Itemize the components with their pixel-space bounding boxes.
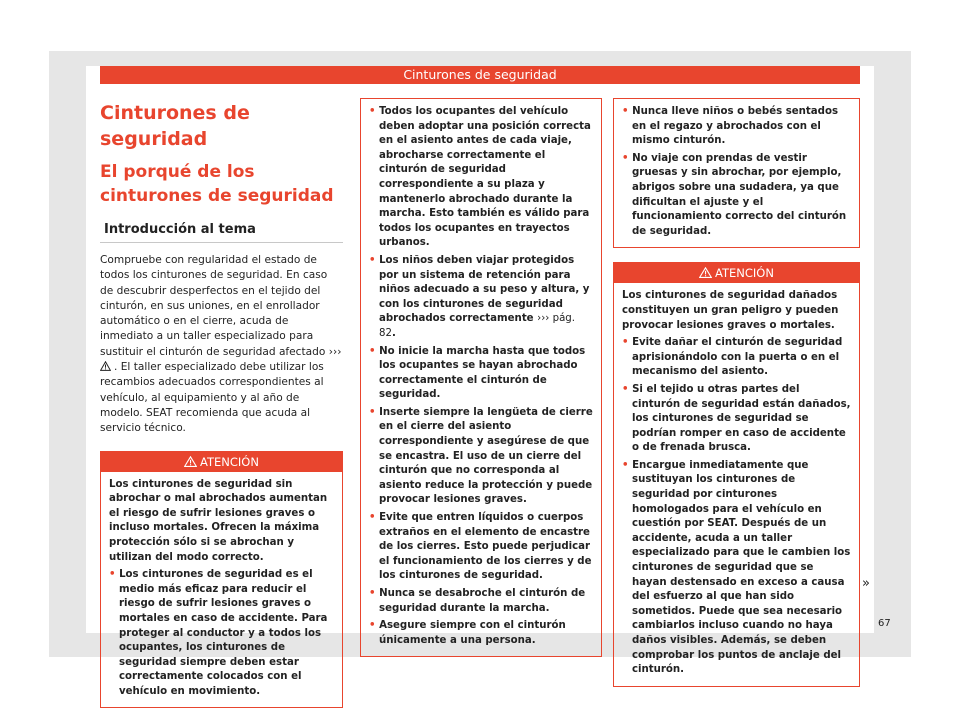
bullet-icon: • [622, 459, 633, 471]
list-item: • No inicie la marcha hasta que todos los ocupantes se hayan abrochado correctamente el cinturón de seguridad. [369, 345, 586, 401]
warning-text: Los cinturones de seguridad sin abrochar o mal abrochados aumentan el riesgo de sufrir lesiones graves o incluso mortales. Ofrecen la máxima protección sólo si se abrochan y utilizan del modo correcto. [109, 478, 328, 563]
warning-header [101, 452, 342, 472]
bullet-icon: • [369, 345, 380, 357]
column-1 [100, 98, 343, 708]
bullet-icon: • [369, 620, 380, 632]
list-item: • Todos los ocupantes del vehículo deben adoptar una posición correcta en el asiento antes de cada viaje, abrocharse correctamente el cinturón de seguridad correspondiente a su plaza y mantenerlo abrochado durante la marcha. Esto también es válido para todos los ocupantes en trayectos urbanos. [369, 106, 591, 249]
list-item: • Los cinturones de seguridad es el medio más eficaz para reducir el riesgo de sufrir lesiones graves o mortales en caso de accidente. Para proteger al conductor y a todos los ocupantes, los cinturones de seguridad siempre deben estar correctamente colocados con el vehículo en movimiento. [109, 569, 328, 697]
running-header: Cinturones de seguridad [100, 66, 860, 84]
bullet-icon: • [369, 588, 380, 599]
continue-marker: » [862, 576, 870, 591]
chapter-title: Cinturones de seguridad [100, 102, 250, 150]
bullet-icon: • [622, 383, 633, 395]
intro-paragraph [100, 253, 343, 437]
warning-text: Los cinturones de seguridad dañados constituyen un gran peligro y pueden provocar lesiones graves o mortales. [622, 290, 839, 331]
intro-text-a: Compruebe con regularidad el estado de todos los cinturones de seguridad. En caso de descubrir desperfectos en el tejido del cinturón, en sus uniones, en el enrollador automático o en el cierre, acuda de inmediato a un taller especializado para sustituir el cinturón de seguridad afectado [100, 254, 328, 358]
list-item: • Encargue inmediatamente que sustituyan los cinturones de seguridad por cinturones homologados para el vehículo en cuestión por SEAT. Después de un accidente, acuda a un taller especializado para que le cambien los cinturones de seguridad que se hayan destensado en exceso a causa del esfuerzo al que han sido sometidos. Puede que sea necesario cambiarlos incluso cuando no haya daños visibles. Además, se deben comprobar los puntos de anclaje del cinturón. [622, 459, 851, 676]
warning-triangle-icon [699, 267, 712, 278]
list-item: • Nunca lleve niños o bebés sentados en el regazo y abrochados con el mismo cinturón. [622, 106, 839, 147]
page-ref-link[interactable]: ››› pág. 82 [379, 313, 576, 339]
warning-box-2 [613, 262, 860, 686]
warning-bullets [614, 99, 859, 247]
section-title: El porqué de los cinturones de seguridad [100, 162, 334, 206]
list-item: • Nunca se desabroche el cinturón de seguridad durante la marcha. [369, 588, 586, 614]
column-2 [360, 98, 602, 657]
subsection-heading: Introducción al tema [100, 212, 343, 243]
warning-body [614, 283, 859, 685]
list-item: • No viaje con prendas de vestir gruesas y sin abrochar, por ejemplo, abrigos sobre una sudadera, ya que dificultan el ajuste y el funcionamiento correcto del cinturón de seguridad. [622, 152, 847, 237]
bullet-icon: • [369, 512, 380, 524]
bullet-icon: • [109, 569, 120, 581]
warning-ref-arrow[interactable]: ››› [328, 345, 342, 358]
bullet-icon: • [622, 106, 633, 117]
bullet-icon: • [622, 152, 633, 164]
list-item: • Si el tejido u otras partes del cinturón de seguridad están dañados, los cinturones de seguridad se podrían romper en caso de accidente o de frenada brusca. [622, 383, 851, 454]
warning-triangle-icon [184, 456, 197, 467]
list-item: • Evite dañar el cinturón de seguridad aprisionándolo con la puerta o en el mecanismo del asiento. [622, 337, 843, 378]
bullet-icon: • [369, 254, 380, 266]
warning-box-continued [360, 98, 602, 657]
list-item: • Asegure siempre con el cinturón únicamente a una persona. [369, 620, 566, 646]
page-number: 67 [878, 618, 891, 629]
warning-bullets [361, 99, 601, 656]
warning-triangle-icon [100, 361, 111, 371]
warning-title: ATENCIÓN [200, 454, 259, 469]
warning-box-continued-2 [613, 98, 860, 248]
warning-box-1 [100, 451, 343, 708]
list-item: • Los niños deben viajar protegidos por un sistema de retención para niños adecuado a su peso y altura, y con los cinturones de seguridad abrochados correctamente ››› pág. 82. [369, 254, 590, 339]
warning-bullets [109, 568, 334, 699]
bullet-icon: • [369, 106, 380, 117]
column-3 [613, 98, 860, 687]
warning-body [101, 472, 342, 708]
bullet-icon: • [369, 406, 380, 418]
warning-title: ATENCIÓN [715, 266, 774, 281]
bullet-icon: • [622, 337, 633, 349]
list-item: • Evite que entren líquidos o cuerpos extraños en el elemento de encastre de los cierres. Esto puede perjudicar el funcionamiento de los cierres y de los cinturones de seguridad. [369, 512, 592, 582]
list-item: • Inserte siempre la lengüeta de cierre en el cierre del asiento correspondiente y asegúrese de que se encastra. El uso de un cierre del cinturón que no corresponda al asiento reduce la protección y puede provocar lesiones graves. [369, 406, 593, 506]
intro-text-b: . El taller especializado debe utilizar los recambios adecuados correspondientes al vehículo, al equipamiento y al año de modelo. SEAT recomienda que acuda al servicio técnico. [100, 361, 324, 435]
warning-header [614, 263, 859, 283]
warning-bullets [622, 336, 851, 678]
